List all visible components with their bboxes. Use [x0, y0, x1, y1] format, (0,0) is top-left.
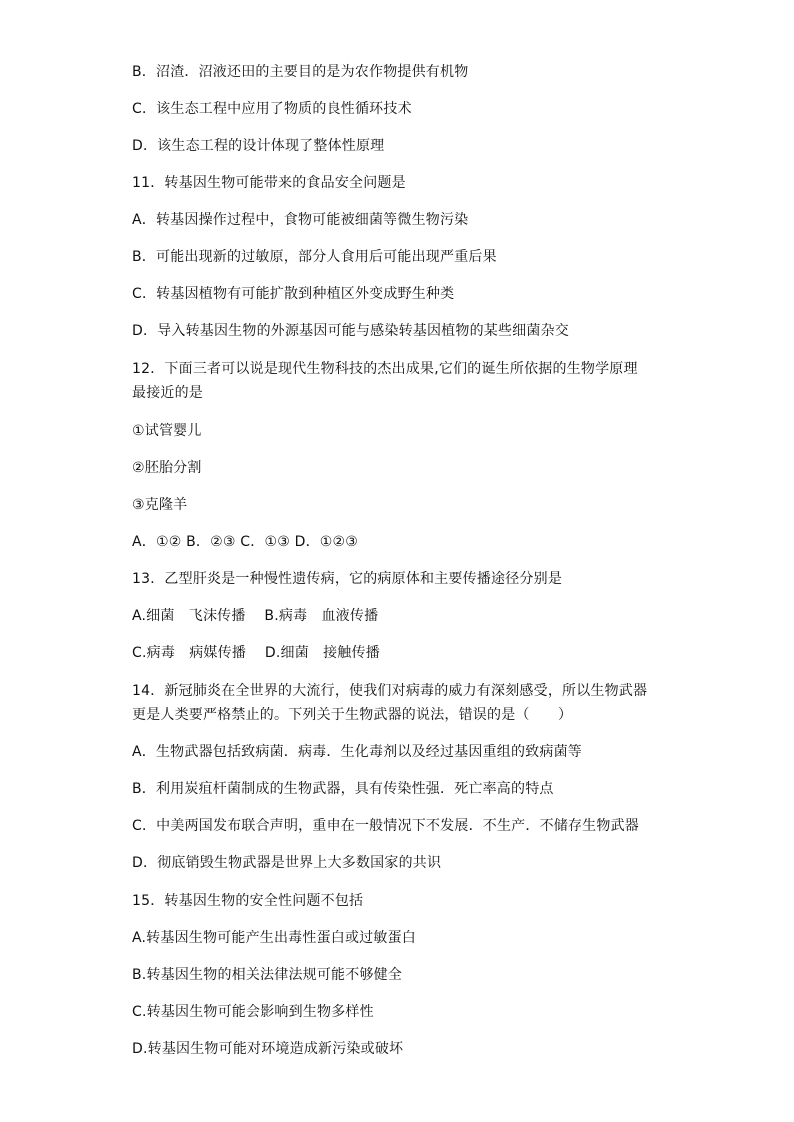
question-12-line-1: 12．下面三者可以说是现代生物科技的杰出成果,它们的诞生所依据的生物学原理 — [132, 361, 638, 377]
options-q12: A．①② B．②③ C．①③ D．①②③ — [132, 534, 359, 550]
options-cd-q13: C.病毒 病媒传播 D.细菌 接触传播 — [132, 645, 380, 661]
option-a-q15: A.转基因生物可能产生出毒性蛋白或过敏蛋白 — [132, 930, 416, 946]
options-ab-q13: A.细菌 飞沫传播 B.病毒 血液传播 — [132, 608, 379, 624]
question-11: 11．转基因生物可能带来的食品安全问题是 — [132, 175, 406, 191]
option-b-q14: B．利用炭疽杆菌制成的生物武器，具有传染性强．死亡率高的特点 — [132, 781, 554, 797]
question-14-line-2: 更是人类要严格禁止的。下列关于生物武器的说法，错误的是（ ） — [132, 707, 573, 723]
option-d-q11: D．导入转基因生物的外源基因可能与感染转基因植物的某些细菌杂交 — [132, 323, 569, 339]
question-13: 13．乙型肝炎是一种慢性遗传病，它的病原体和主要传播途径分别是 — [132, 571, 563, 587]
option-c-q14: C．中美两国发布联合声明，重申在一般情况下不发展．不生产．不储存生物武器 — [132, 818, 639, 834]
item-2-q12: ②胚胎分割 — [132, 460, 202, 476]
option-a-q11: A．转基因操作过程中，食物可能被细菌等微生物污染 — [132, 212, 469, 228]
option-d-q14: D．彻底销毁生物武器是世界上大多数国家的共识 — [132, 855, 442, 871]
item-1-q12: ①试管婴儿 — [132, 423, 202, 439]
option-c-q15: C.转基因生物可能会影响到生物多样性 — [132, 1004, 374, 1020]
option-c-q11: C．转基因植物有可能扩散到种植区外变成野生种类 — [132, 286, 455, 302]
option-b-q10: B．沼渣．沼液还田的主要目的是为农作物提供有机物 — [132, 64, 469, 80]
item-3-q12: ③克隆羊 — [132, 497, 188, 513]
option-a-q14: A．生物武器包括致病菌．病毒．生化毒剂以及经过基因重组的致病菌等 — [132, 744, 582, 760]
option-d-q15: D.转基因生物可能对环境造成新污染或破坏 — [132, 1041, 404, 1057]
option-d-q10: D．该生态工程的设计体现了整体性原理 — [132, 138, 385, 154]
question-14-line-1: 14．新冠肺炎在全世界的大流行，使我们对病毒的威力有深刻感受，所以生物武器 — [132, 683, 648, 699]
option-c-q10: C．该生态工程中应用了物质的良性循环技术 — [132, 101, 412, 117]
option-b-q15: B.转基因生物的相关法律法规可能不够健全 — [132, 967, 403, 983]
question-15: 15．转基因生物的安全性问题不包括 — [132, 893, 364, 909]
question-12-line-2: 最接近的是 — [132, 385, 203, 401]
option-b-q11: B．可能出现新的过敏原，部分人食用后可能出现严重后果 — [132, 249, 497, 265]
